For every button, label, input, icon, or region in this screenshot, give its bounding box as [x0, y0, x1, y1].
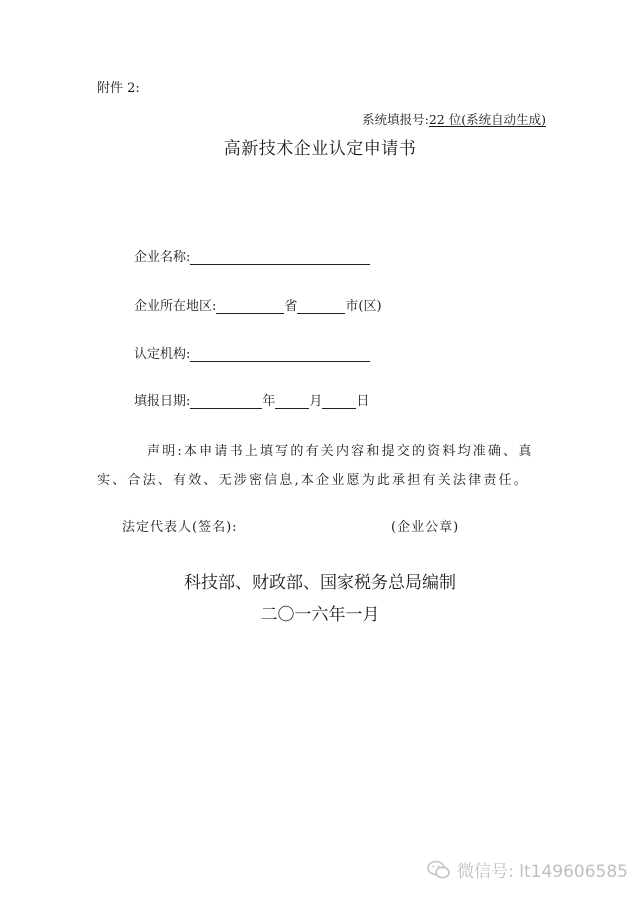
- watermark-text: 微信号: lt149606585: [457, 862, 628, 882]
- province-suffix: 省: [284, 299, 298, 314]
- declaration-line-1: 声明:本申请书上填写的有关内容和提交的资料均准确、真: [147, 444, 534, 459]
- province-blank[interactable]: [216, 299, 284, 314]
- system-number-line: [362, 110, 546, 128]
- fill-date-label: 填报日期:: [134, 394, 191, 409]
- certifying-org-row: [134, 343, 370, 362]
- region-label: 企业所在地区:: [134, 299, 217, 314]
- system-number-label: 系统填报号:: [362, 112, 429, 127]
- watermark: [427, 857, 628, 882]
- month-blank[interactable]: [275, 394, 309, 409]
- document-title: 高新技术企业认定申请书: [223, 139, 417, 159]
- year-blank[interactable]: [190, 394, 262, 409]
- certifying-org-blank[interactable]: [190, 347, 370, 362]
- attachment-label: 附件 2:: [97, 81, 140, 96]
- day-blank[interactable]: [322, 394, 356, 409]
- compile-date: 二〇一六年一月: [260, 605, 380, 625]
- day-suffix: 日: [356, 394, 370, 409]
- declaration-line-2: 实、合法、有效、无涉密信息,本企业愿为此承担有关法律责任。: [97, 473, 529, 488]
- city-blank[interactable]: [297, 299, 345, 314]
- fill-date-row: [134, 390, 369, 409]
- city-suffix: 市(区): [345, 299, 382, 314]
- month-suffix: 月: [309, 394, 323, 409]
- system-number-value: 22 位(系统自动生成): [428, 112, 546, 127]
- declaration: [97, 437, 547, 495]
- compiler-line: 科技部、财政部、国家税务总局编制: [184, 573, 456, 593]
- company-name-blank[interactable]: [190, 250, 370, 265]
- company-seal-label: (企业公章): [391, 520, 460, 535]
- legal-rep-signature-label: 法定代表人(签名):: [122, 520, 238, 535]
- year-suffix: 年: [262, 394, 276, 409]
- region-row: [134, 295, 382, 314]
- company-name-row: [134, 246, 370, 265]
- certifying-org-label: 认定机构:: [134, 347, 191, 362]
- company-name-label: 企业名称:: [134, 250, 191, 265]
- wechat-icon: [427, 860, 451, 880]
